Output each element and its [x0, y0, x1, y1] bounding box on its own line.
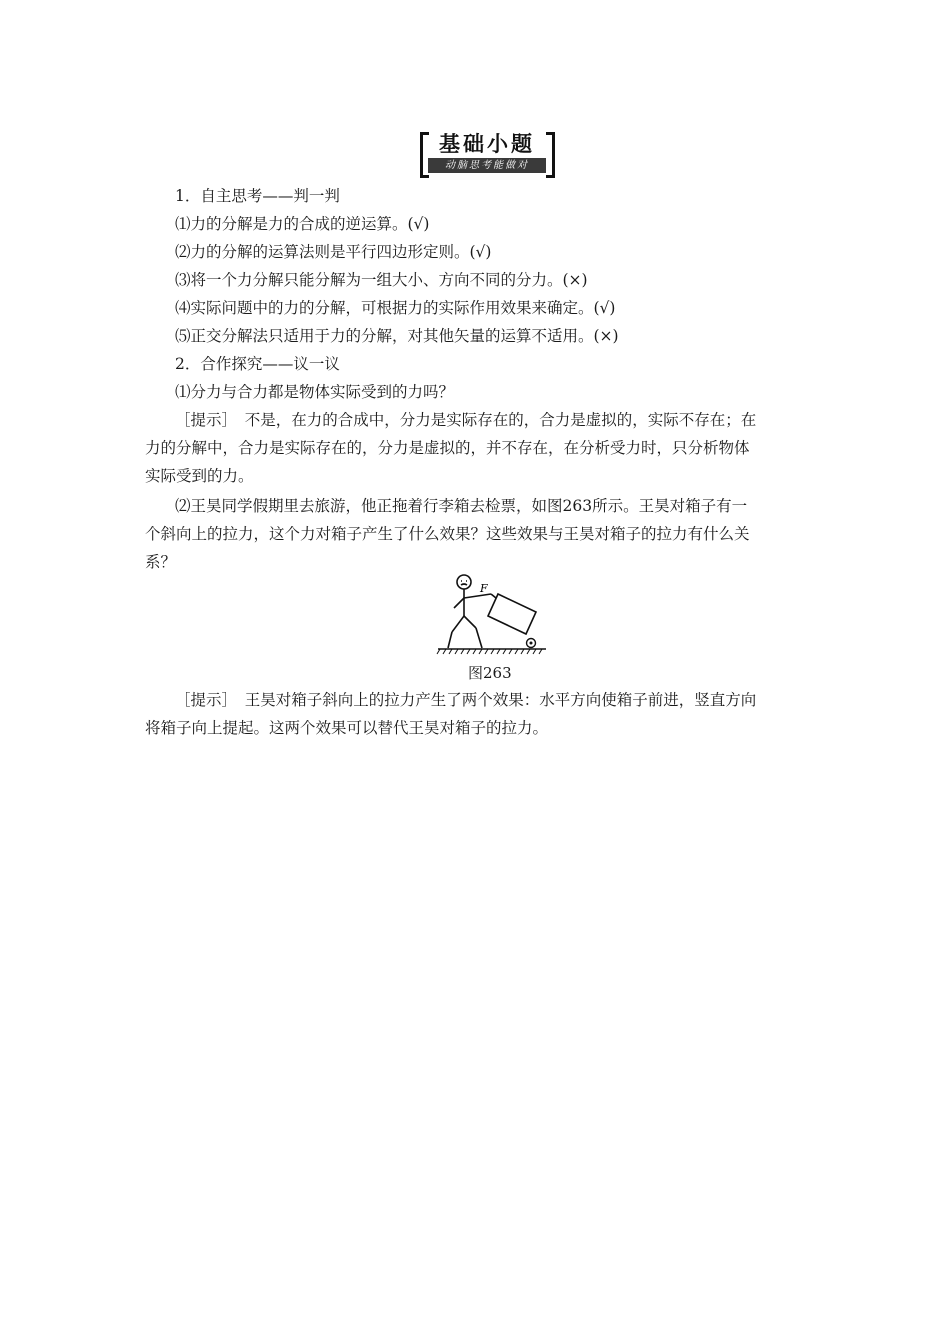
question-heading-2: 2．合作探究——议一议: [175, 355, 340, 373]
hint-1-line-3: 实际受到的力。: [145, 467, 254, 485]
judge-item-5: ⑸正交分解法只适用于力的分解，对其他矢量的运算不适用。(×): [175, 327, 619, 345]
question-heading-1: 1．自主思考——判一判: [175, 187, 340, 205]
judge-item-3: ⑶将一个力分解只能分解为一组大小、方向不同的分力。(×): [175, 271, 588, 289]
section-header-badge: [420, 130, 555, 174]
discuss-question-2-line-1: ⑵王昊同学假期里去旅游，他正拖着行李箱去检票，如图263所示。王昊对箱子有一: [175, 497, 748, 515]
hint-1-line-2: 力的分解中，合力是实际存在的，分力是虚拟的，并不存在，在分析受力时，只分析物体: [145, 439, 750, 457]
force-label-f: F: [480, 582, 488, 595]
hint-1-line-1: ［提示］ 不是，在力的合成中，分力是实际存在的，合力是虚拟的，实际不存在；在: [175, 411, 757, 429]
judge-item-1: ⑴力的分解是力的合成的逆运算。(√): [175, 215, 430, 233]
discuss-question-2-line-2: 个斜向上的拉力，这个力对箱子产生了什么效果？这些效果与王昊对箱子的拉力有什么关: [145, 525, 750, 543]
section-subtitle: 动脑思考能做对: [428, 158, 546, 173]
figure-caption: 图263: [468, 664, 512, 682]
hint-2-line-2: 将箱子向上提起。这两个效果可以替代王昊对箱子的拉力。: [145, 719, 549, 737]
figure-263: [436, 572, 548, 660]
hint-2-line-1: ［提示］ 王昊对箱子斜向上的拉力产生了两个效果：水平方向使箱子前进，竖直方向: [175, 691, 757, 709]
wheel-hub: [530, 642, 533, 645]
section-title: 基础小题: [439, 132, 535, 156]
discuss-question-1: ⑴分力与合力都是物体实际受到的力吗？: [175, 383, 455, 401]
suitcase: [488, 594, 536, 634]
judge-item-2: ⑵力的分解的运算法则是平行四边形定则。(√): [175, 243, 492, 261]
judge-item-4: ⑷实际问题中的力的分解，可根据力的实际作用效果来确定。(√): [175, 299, 616, 317]
right-bracket: [546, 132, 555, 178]
discuss-question-2-line-3: 系？: [145, 553, 177, 571]
